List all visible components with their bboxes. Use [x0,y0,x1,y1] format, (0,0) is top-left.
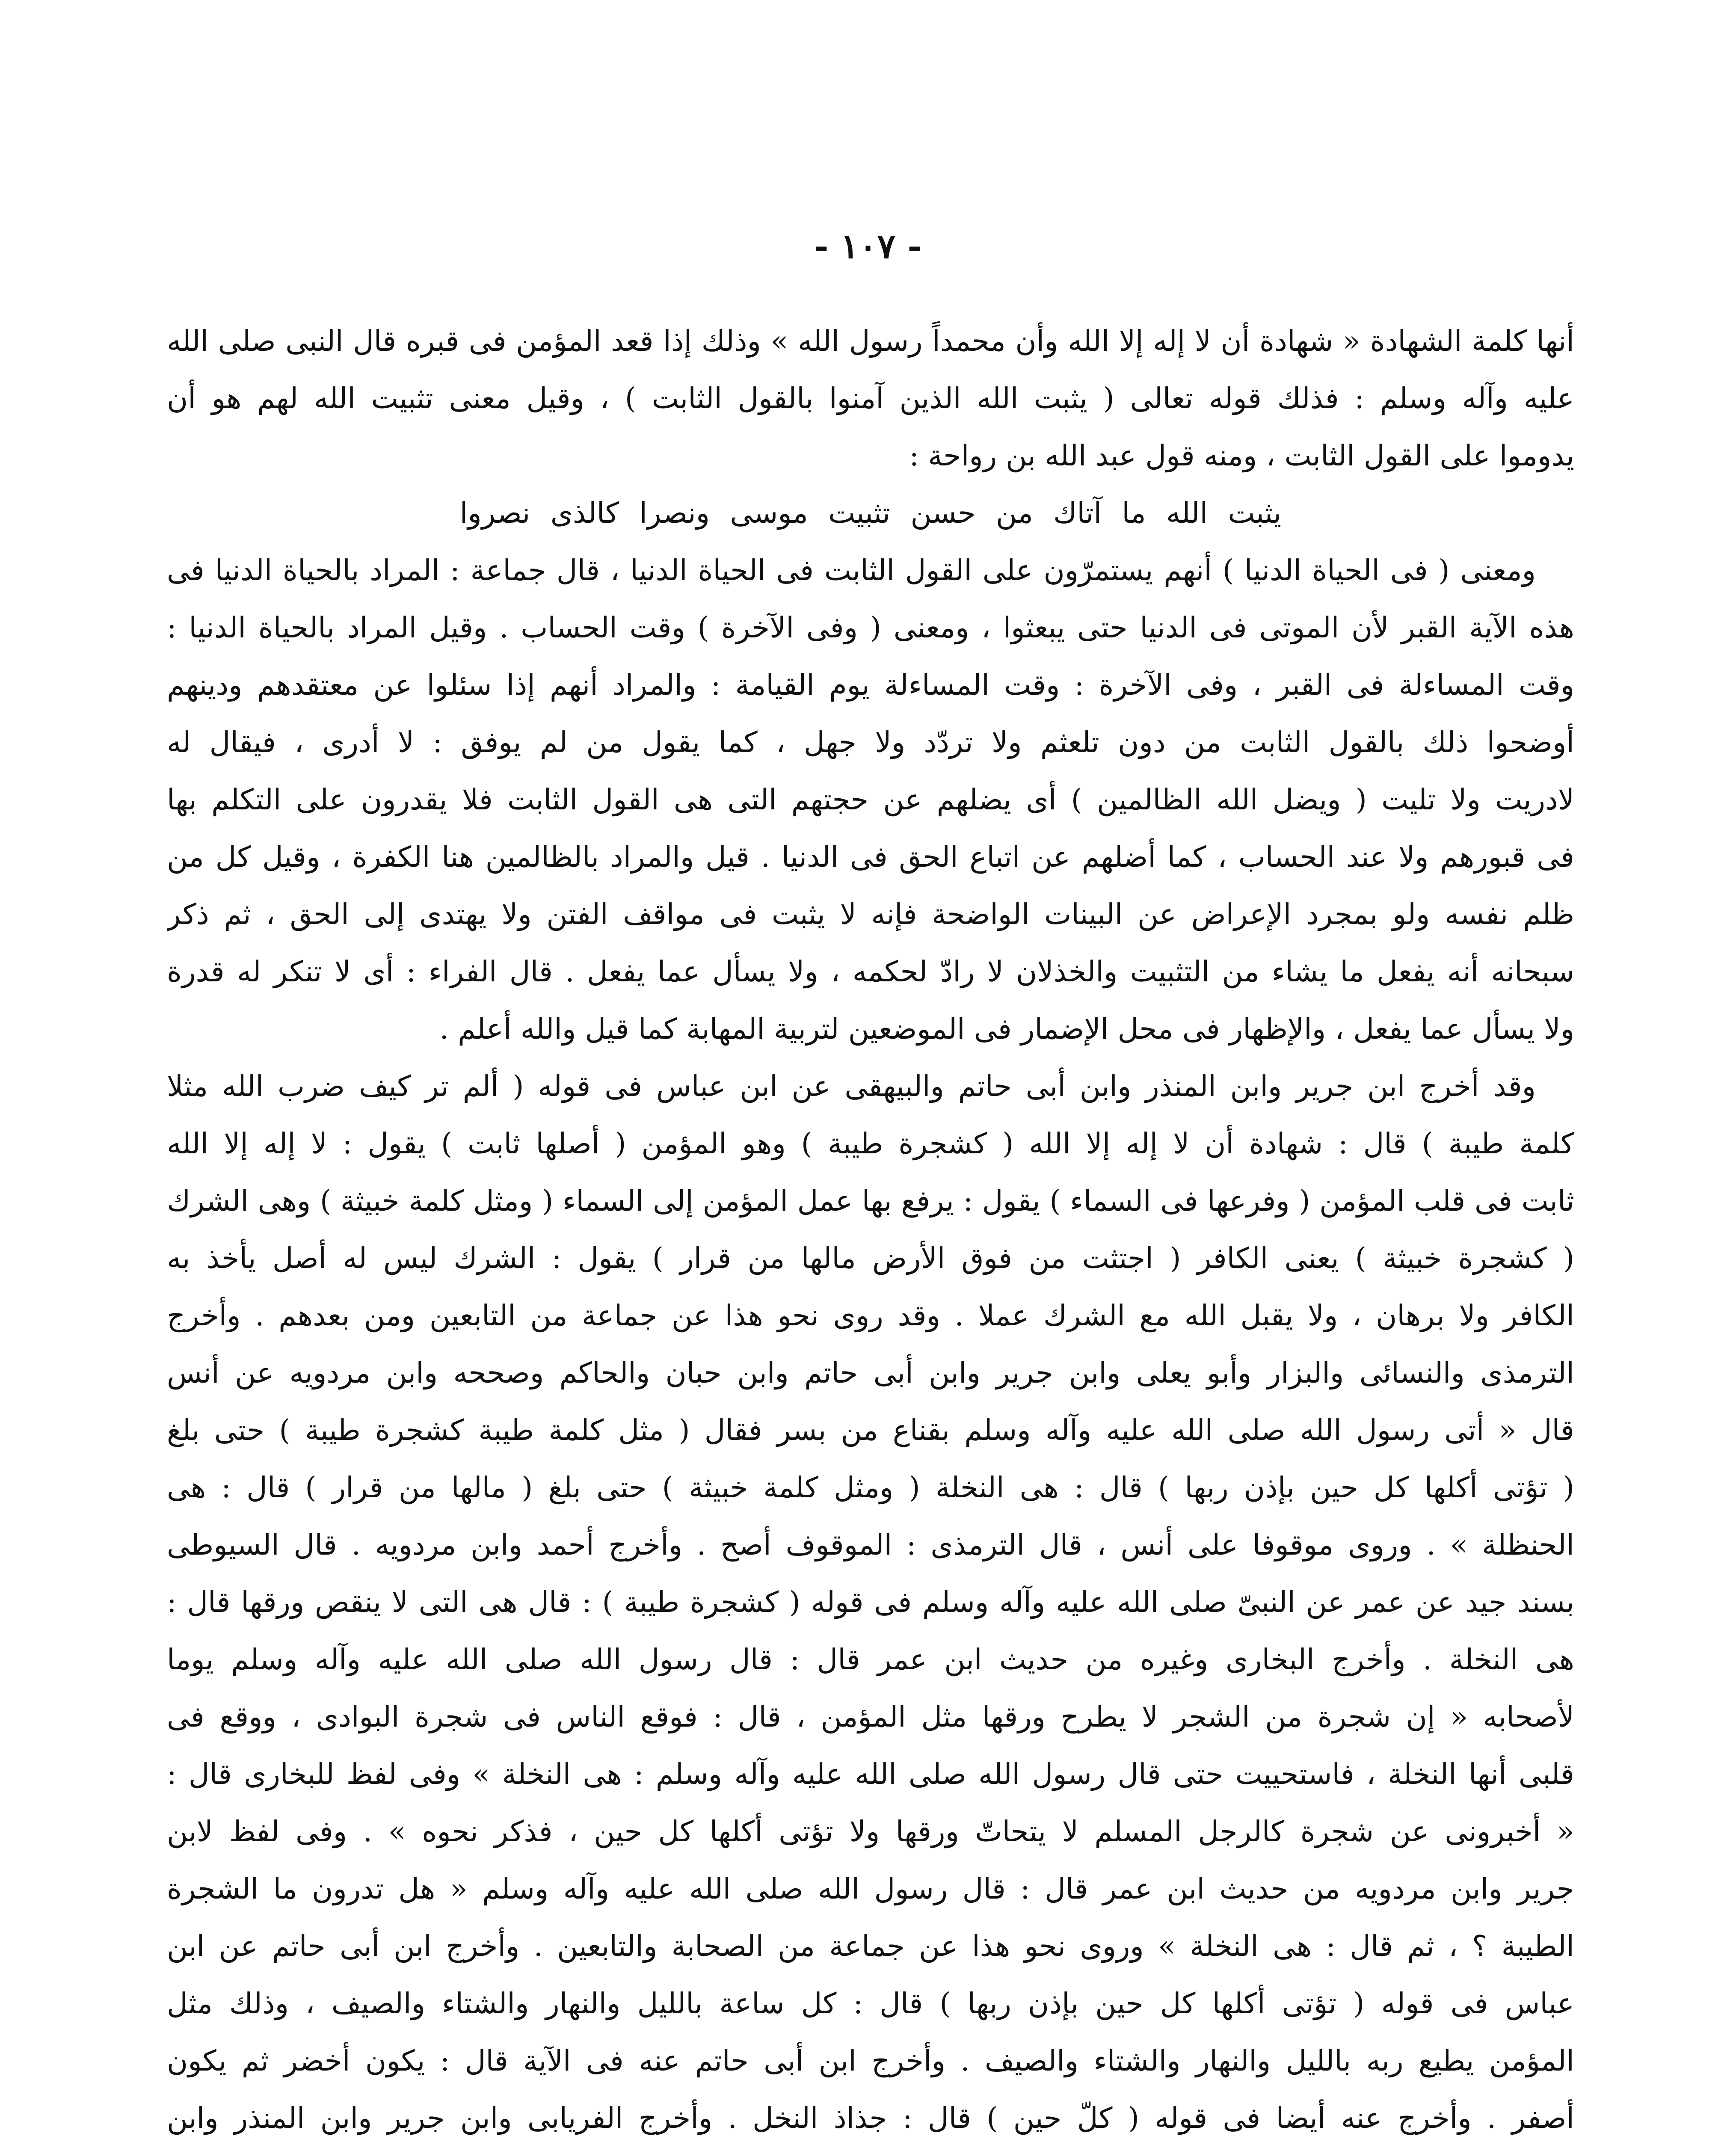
text-line: هى النخلة . وأخرج البخارى وغيره من حديث ابن عمر قال : قال رسول الله صلى الله عليه وآله وسلم يوما [167,1643,1574,1676]
text-line: أصفر . وأخرج عنه أيضا فى قوله ( كلّ حين ) قال : جذاذ النخل . وأخرج الفريابى وابن جرير وابن المنذر وابن [167,2101,1574,2135]
text-line: عليه وآله وسلم : فذلك قوله تعالى ( يثبت الله الذين آمنوا بالقول الثابت ) ، وقيل معنى تثبيت الله لهم هو أن [167,382,1574,415]
text-line: بسند جيد عن عمر عن النبىّ صلى الله عليه وآله وسلم فى قوله ( كشجرة طيبة ) : قال هى التى لا ينقص ورقها قال : [167,1585,1574,1619]
poetry-verse: يثبت الله ما آتاك من حسن تثبيت موسى ونصرا كالذى نصروا [459,496,1282,530]
text-line: لادريت ولا تليت ( ويضل الله الظالمين ) أى يضلهم عن حجتهم التى هى القول الثابت فلا يقدرون على التكلم بها [167,783,1574,816]
text-line: جرير وابن مردويه من حديث ابن عمر قال : قال رسول الله صلى الله عليه وآله وسلم « هل تدرون ما الشجرة [167,1872,1574,1905]
text-line: قلبى أنها النخلة ، فاستحييت حتى قال رسول الله صلى الله عليه وآله وسلم : هى النخلة » وفى لفظ للبخارى قال : [167,1757,1574,1791]
text-line: سبحانه أنه يفعل ما يشاء من التثبيت والخذلان لا رادّ لحكمه ، ولا يسأل عما يفعل . قال الفراء : أى لا تنكر له قدرة [167,955,1574,988]
text-line: الكافر ولا برهان ، ولا يقبل الله مع الشرك عملا . وقد روى نحو هذا عن جماعة من التابعين ومن بعدهم . وأخرج [167,1299,1574,1332]
text-line: أنها كلمة الشهادة « شهادة أن لا إله إلا الله وأن محمداً رسول الله » وذلك إذا قعد المؤمن فى قبره قال النبى صلى الله [167,324,1574,358]
text-line: أوضحوا ذلك بالقول الثابت من دون تلعثم ولا تردّد ولا جهل ، كما يقول من لم يوفق : لا أدرى ، فيقال له [167,726,1574,759]
text-line: الحنظلة » . وروى موقوفا على أنس ، قال الترمذى : الموقوف أصح . وأخرج أحمد وابن مردويه . قال السيوطى [167,1528,1574,1561]
page-number: - ١٠٧ - [814,226,922,266]
text-line: ومعنى ( فى الحياة الدنيا ) أنهم يستمرّون على القول الثابت فى الحياة الدنيا ، قال جماعة : المراد بالحياة الدنيا فى [167,554,1536,587]
page-text [167,312,1574,2139]
text-line: وقت المساءلة فى القبر ، وفى الآخرة : وقت المساءلة يوم القيامة : والمراد أنهم إذا سئلوا عن معتقدهم ودينهم [167,668,1574,702]
text-line: عباس فى قوله ( تؤتى أكلها كل حين بإذن ربها ) قال : كل ساعة بالليل والنهار والشتاء والصيف ، وذلك مثل [167,1987,1574,2020]
text-line: وقد أخرج ابن جرير وابن المنذر وابن أبى حاتم والبيهقى عن ابن عباس فى قوله ( ألم تر كيف ضرب الله مثلا [167,1070,1536,1103]
text-line: ظلم نفسه ولو بمجرد الإعراض عن البينات الواضحة فإنه لا يثبت فى مواقف الفتن ولا يهتدى إلى الحق ، ثم ذكر [167,898,1574,931]
text-line: ثابت فى قلب المؤمن ( وفرعها فى السماء ) يقول : يرفع بها عمل المؤمن إلى السماء ( ومثل كلمة خبيثة ) وهى الشرك [167,1184,1574,1218]
text-line: لأصحابه « إن شجرة من الشجر لا يطرح ورقها مثل المؤمن ، قال : فوقع الناس فى شجرة البوادى ، ووقع فى [167,1700,1574,1733]
text-line: يدوموا على القول الثابت ، ومنه قول عبد الله بن رواحة : [909,439,1574,472]
text-line: الطيبة ؟ ، ثم قال : هى النخلة » وروى نحو هذا عن جماعة من الصحابة والتابعين . وأخرج ابن أبى حاتم عن ابن [167,1929,1574,1963]
text-line: المؤمن يطيع ربه بالليل والنهار والشتاء والصيف . وأخرج ابن أبى حاتم عنه فى الآية قال : يكون أخضر ثم يكون [167,2044,1574,2077]
text-line: ولا يسأل عما يفعل ، والإظهار فى محل الإضمار فى الموضعين لتربية المهابة كما قيل والله أعلم . [439,1012,1574,1046]
text-line: ( كشجرة خبيثة ) يعنى الكافر ( اجتثت من فوق الأرض مالها من قرار ) يقول : الشرك ليس له أصل يأخذ به [167,1241,1574,1275]
text-line: كلمة طيبة ) قال : شهادة أن لا إله إلا الله ( كشجرة طيبة ) وهو المؤمن ( أصلها ثابت ) يقول : لا إله إلا الله [167,1127,1574,1160]
text-line: فى قبورهم ولا عند الحساب ، كما أضلهم عن اتباع الحق فى الدنيا . قيل والمراد بالظالمين هنا الكفرة ، وقيل كل من [167,840,1574,874]
text-line: هذه الآية القبر لأن الموتى فى الدنيا حتى يبعثوا ، ومعنى ( وفى الآخرة ) وقت الحساب . وقيل المراد بالحياة الدنيا : [167,611,1574,644]
text-line: « أخبرونى عن شجرة كالرجل المسلم لا يتحاتّ ورقها ولا تؤتى أكلها كل حين ، فذكر نحوه » . وفى لفظ لابن [167,1815,1574,1848]
text-line: ( تؤتى أكلها كل حين بإذن ربها ) قال : هى النخلة ( ومثل كلمة خبيثة ) حتى بلغ ( مالها من قرار ) قال : هى [167,1471,1574,1504]
text-line: قال « أتى رسول الله صلى الله عليه وآله وسلم بقناع من بسر فقال ( مثل كلمة طيبة كشجرة طيبة ) حتى بلغ [167,1413,1574,1447]
text-line: الترمذى والنسائى والبزار وأبو يعلى وابن جرير وابن أبى حاتم وابن حبان والحاكم وصححه وابن مردويه عن أنس [167,1356,1574,1389]
